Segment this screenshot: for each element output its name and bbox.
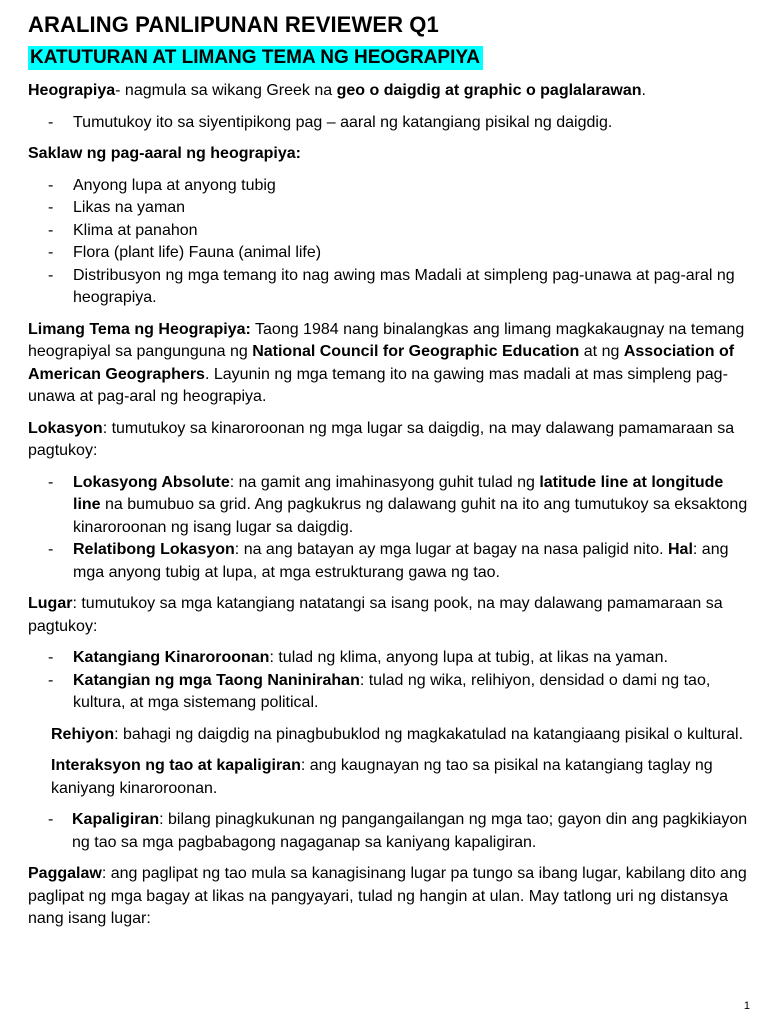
limang-tema-paragraph: [28, 319, 750, 409]
heograpiya-definition: [28, 80, 750, 103]
saklaw-item: - Klima at panahon: [28, 220, 750, 243]
heograpiya-text-1: - nagmula sa wikang Greek na: [115, 82, 337, 99]
paggalaw-term: Paggalaw: [28, 865, 102, 882]
limang-tema-text-3: . Layunin ng mga temang ito na gawing mas madali at mas simpleng pag-unawa at pag-aral ng heograpiya.: [28, 365, 728, 405]
lugar-text: : tumutukoy sa mga katangiang natatangi sa isang pook, na may dalawang pamamaraan sa pagtukoy:: [28, 595, 723, 635]
rehiyon-paragraph: [28, 724, 750, 747]
kapaligiran-term: Kapaligiran: [72, 811, 160, 828]
saklaw-item: - Distribusyon ng mga temang ito nag awing mas Madali at simpleng pag-unawa at pag-aral ng heograpiya.: [28, 265, 750, 310]
lugar-list: [28, 647, 750, 715]
lugar-kinaroroonan-item: [28, 647, 750, 670]
section-subtitle: KATUTURAN AT LIMANG TEMA NG HEOGRAPIYA: [28, 46, 483, 70]
paggalaw-text: : ang paglipat ng tao mula sa kanagisinang lugar pa tungo sa ibang lugar, kabilang dito ang paglipat ng mga bagay at likas na pangyayari, tulad ng hangin at ulan. May tatlong uri ng distansya nang isang lugar:: [28, 865, 747, 927]
limang-tema-text-1: Taong 1984 nang binalangkas ang limang magkakaugnay na temang heograpiyal sa pangunguna ng: [28, 320, 745, 360]
interaksyon-text: : ang kaugnayan ng tao sa pisikal na katangiang taglay ng kaniyang kinaroroonan.: [51, 757, 713, 797]
heograpiya-bold: geo o daigdig at graphic o paglalarawan: [336, 82, 642, 99]
kapaligiran-item: [28, 809, 750, 854]
kapaligiran-text: : bilang pinagkukunan ng pangangailangan ng mga tao; gayon din ang pagkikiayon ng tao sa mga pagbabagong nagaganap sa kaniyang kapaligiran.: [72, 811, 748, 851]
rehiyon-term: Rehiyon: [51, 725, 115, 743]
heograpiya-text-2: .: [641, 82, 646, 99]
lugar-paragraph: [28, 593, 750, 638]
saklaw-item: - Anyong lupa at anyong tubig: [28, 175, 750, 198]
naninirahan-text: : tulad ng wika, relihiyon, densidad o dami ng tao, kultura, at mga sistemang political.: [73, 671, 711, 711]
kinaroroonan-term: Katangiang Kinaroroonan: [73, 649, 270, 666]
relatibo-term: Relatibong Lokasyon: [73, 541, 235, 558]
saklaw-item: - Likas na yaman: [28, 197, 750, 220]
saklaw-heading: Saklaw ng pag-aaral ng heograpiya:: [28, 145, 301, 162]
document-page: [28, 10, 750, 940]
paggalaw-paragraph: [28, 863, 750, 931]
heograpiya-term: Heograpiya: [28, 82, 116, 99]
lugar-naninirahan-item: [28, 670, 750, 715]
lugar-term: Lugar: [28, 595, 73, 612]
heograpiya-bullet: - Tumutukoy ito sa siyentipikong pag – aaral ng katangiang pisikal ng daigdig.: [28, 112, 750, 135]
page-number: 1: [743, 1000, 750, 1012]
lokasyon-term: Lokasyon: [28, 419, 103, 437]
relatibo-text: : na ang batayan ay mga lugar at bagay na nasa paligid nito.: [234, 541, 664, 558]
interaksyon-term: Interaksyon ng tao at kapaligiran: [51, 757, 301, 774]
naninirahan-term: Katangian ng mga Taong Naninirahan: [73, 671, 360, 689]
absolute-text-1: : na gamit ang imahinasyong guhit tulad ng: [229, 473, 540, 491]
lokasyon-paragraph: [28, 418, 750, 463]
interaksyon-paragraph: [28, 755, 750, 800]
kapaligiran-list: [28, 809, 750, 854]
hal-text: : ang mga anyong tubig at lupa, at mga estrukturang gawa ng tao.: [73, 541, 729, 581]
hal-term: Hal: [668, 541, 693, 558]
document-title: ARALING PANLIPUNAN REVIEWER Q1: [28, 12, 439, 37]
heograpiya-bullet-list: [28, 112, 750, 135]
saklaw-item: - Flora (plant life) Fauna (animal life): [28, 242, 750, 265]
lokasyon-absolute-item: [28, 472, 750, 540]
absolute-bold: latitude line at longitude line: [73, 473, 724, 513]
kinaroroonan-text: : tulad ng klima, anyong lupa at tubig, at likas na yaman.: [269, 649, 668, 666]
subtitle-wrapper: [28, 46, 750, 80]
limang-tema-bold-1: National Council for Geographic Education: [252, 343, 580, 360]
lokasyon-text: : tumutukoy sa kinaroroonan ng mga lugar sa daigdig, na may dalawang pamamaraan sa pagtukoy:: [28, 419, 735, 459]
saklaw-list: [28, 175, 750, 310]
rehiyon-text: : bahagi ng daigdig na pinagbubuklod ng magkakatulad na katangiaang pisikal o kultural.: [114, 725, 744, 743]
absolute-term: Lokasyong Absolute: [73, 473, 230, 491]
limang-tema-text-2: at ng: [579, 343, 624, 360]
saklaw-heading-para: [28, 143, 750, 166]
limang-tema-term: Limang Tema ng Heograpiya:: [28, 320, 251, 338]
limang-tema-bold-2: Association of American Geographers: [28, 343, 735, 383]
lokasyon-relatibo-item: [28, 539, 750, 584]
absolute-text-2: na bumubuo sa grid. Ang pagkukrus ng dalawang guhit na ito ang tumutukoy sa eksaktong kinaroroonan ng isang lugar sa daigdig.: [73, 496, 748, 536]
lokasyon-list: [28, 472, 750, 585]
